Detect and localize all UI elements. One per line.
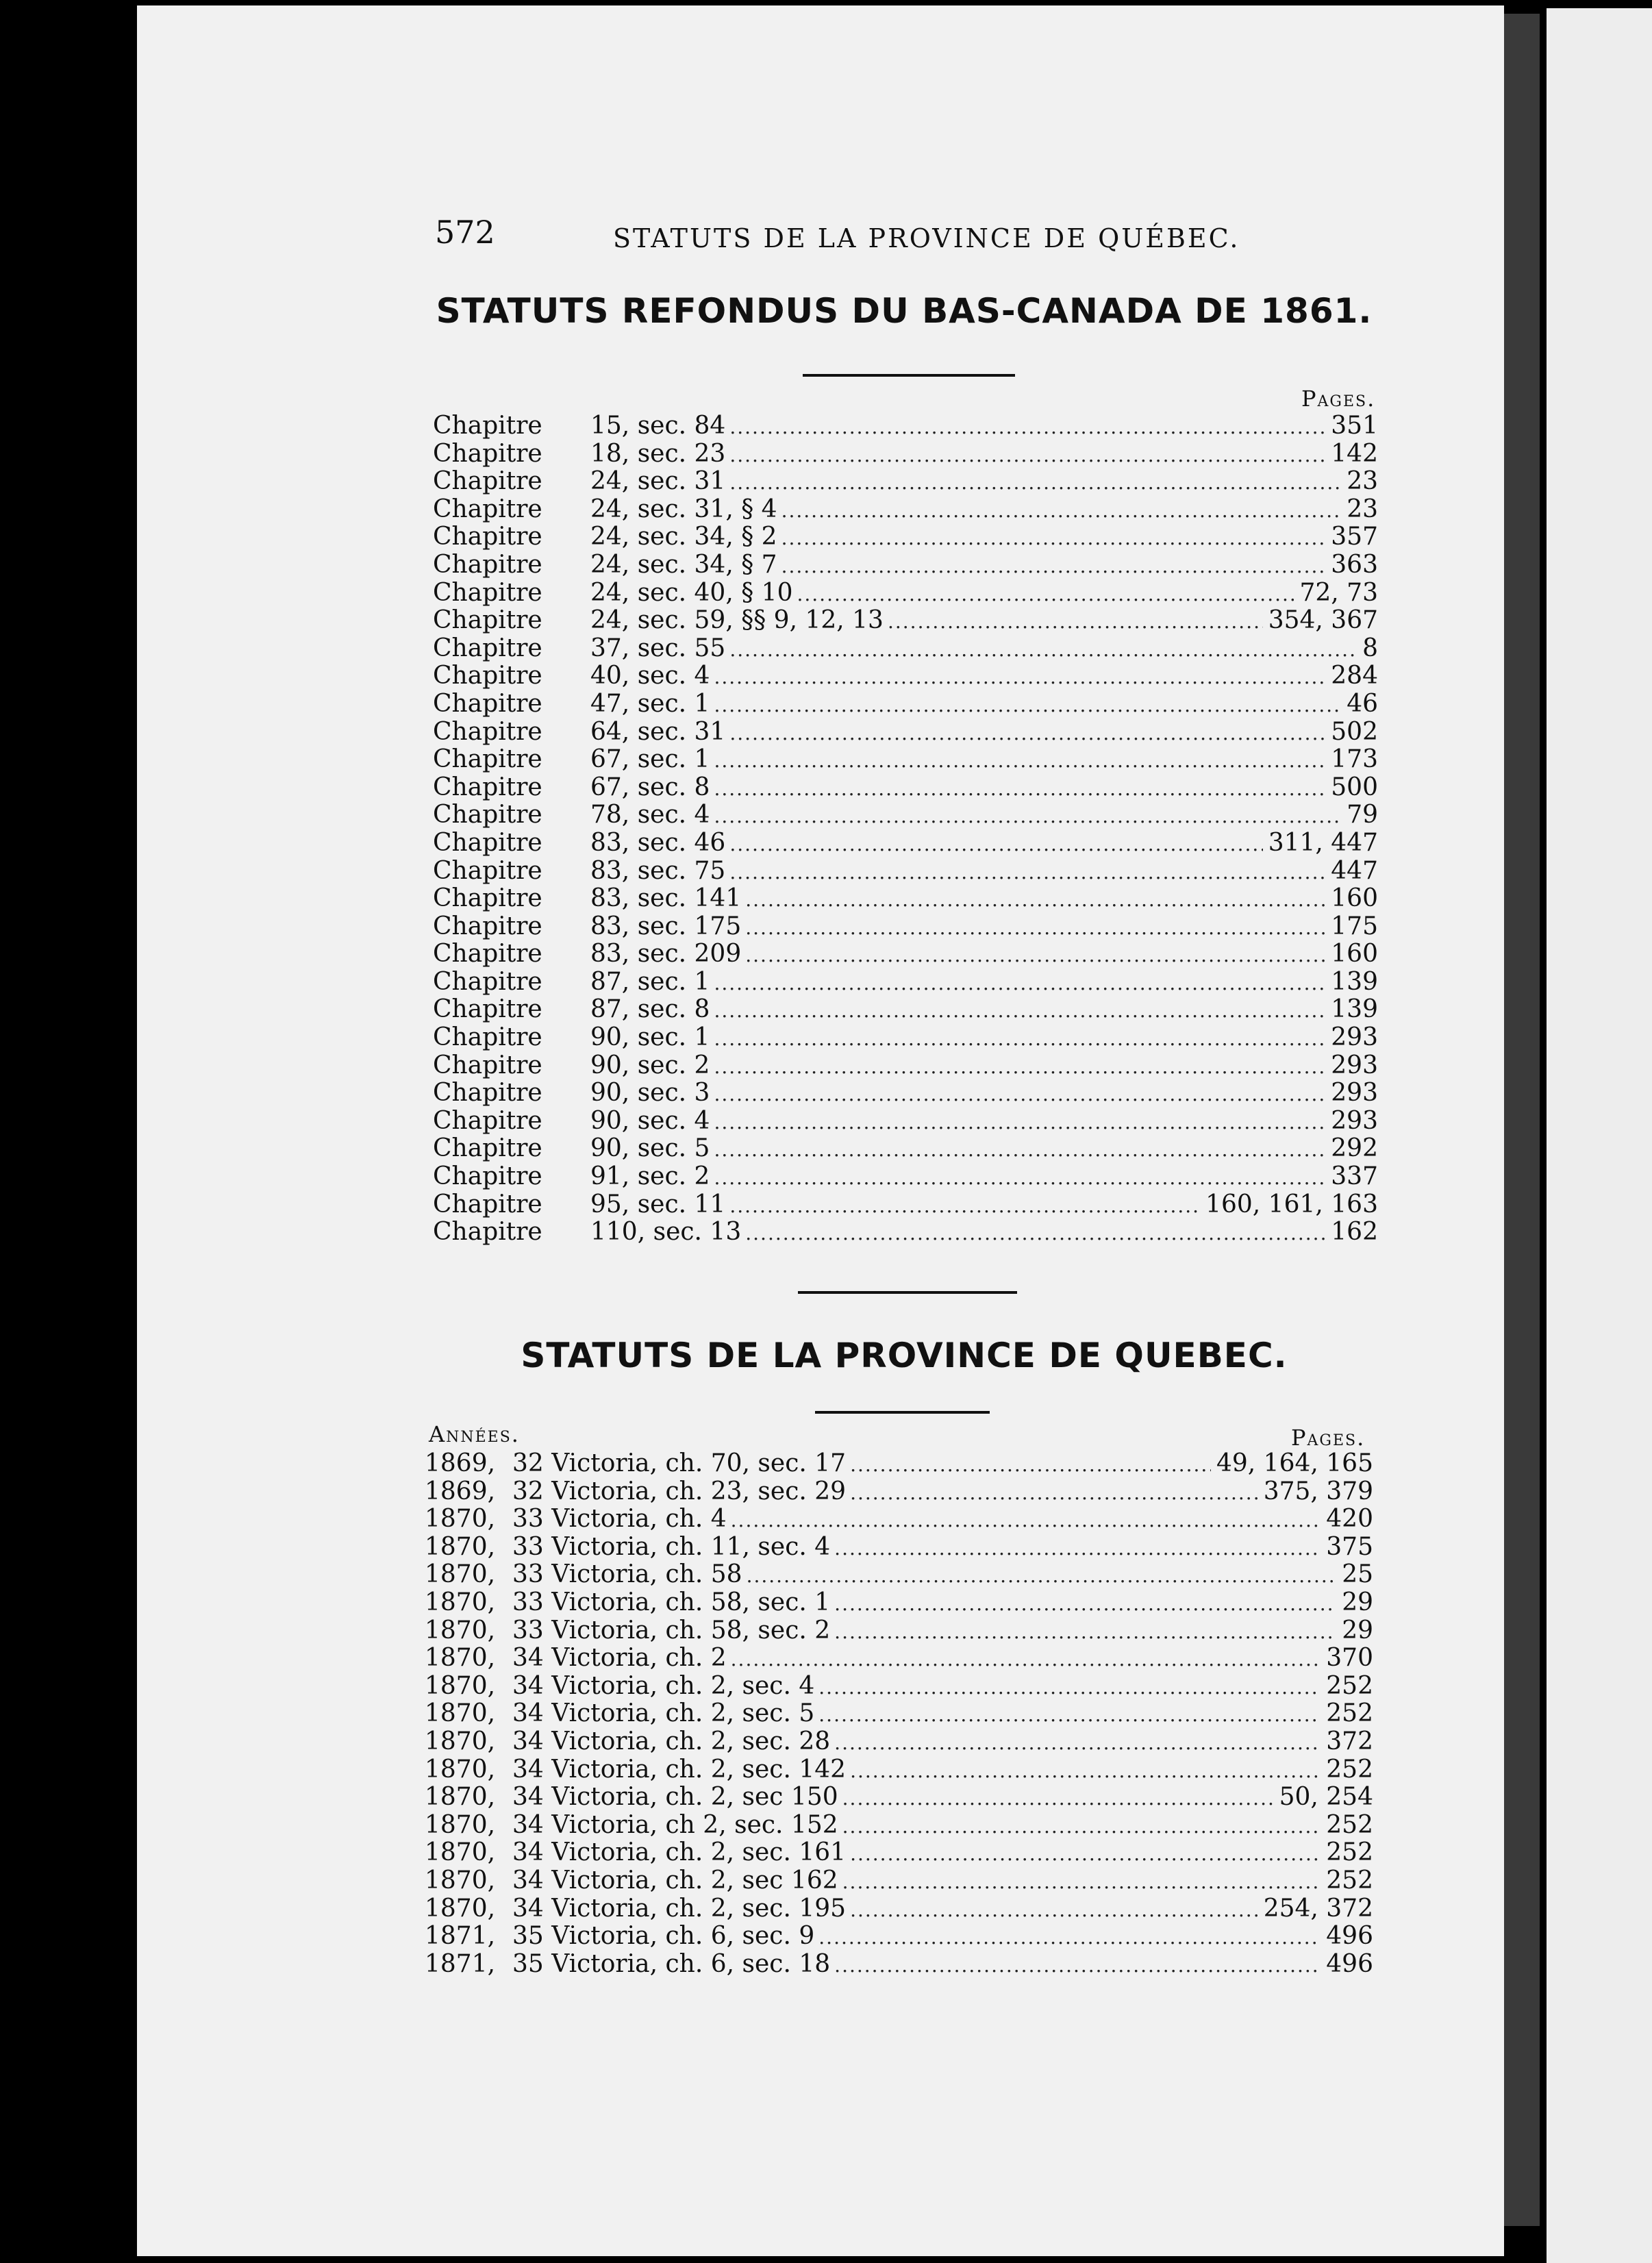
row-pages: 8 bbox=[1362, 634, 1378, 662]
section2-pages-label: Pages. bbox=[1291, 1425, 1366, 1451]
table-row bbox=[425, 1505, 1373, 1534]
table-row bbox=[425, 1784, 1373, 1812]
row-reference: 78, sec. 4 bbox=[590, 801, 710, 829]
dot-leader bbox=[714, 1053, 1325, 1082]
table-row bbox=[433, 607, 1378, 635]
row-pages: 292 bbox=[1331, 1134, 1378, 1163]
table-row bbox=[433, 1135, 1378, 1163]
row-label: Chapitre bbox=[433, 1190, 542, 1218]
dot-leader bbox=[818, 1924, 1321, 1952]
row-pages: 252 bbox=[1326, 1866, 1373, 1895]
row-label: Chapitre bbox=[433, 995, 542, 1024]
running-title: STATUTS DE LA PROVINCE DE QUÉBEC. bbox=[613, 223, 1240, 253]
row-pages: 502 bbox=[1331, 717, 1378, 746]
table-row bbox=[425, 1617, 1373, 1645]
row-label: Chapitre bbox=[433, 1218, 542, 1247]
row-label: Chapitre bbox=[433, 967, 542, 996]
row-reference: 110, sec. 13 bbox=[590, 1218, 742, 1247]
dot-leader bbox=[834, 1590, 1336, 1618]
row-reference: 87, sec. 1 bbox=[590, 967, 710, 996]
row-label: Chapitre bbox=[433, 495, 542, 523]
row-label: Chapitre bbox=[433, 1079, 542, 1108]
dot-leader bbox=[850, 1897, 1258, 1925]
table-row bbox=[425, 1478, 1373, 1506]
row-reference: 95, sec. 11 bbox=[590, 1190, 726, 1218]
row-pages: 160 bbox=[1331, 884, 1378, 913]
dot-leader bbox=[781, 525, 1326, 553]
row-label: Chapitre bbox=[433, 828, 542, 857]
row-label: Chapitre bbox=[433, 745, 542, 774]
row-label: Chapitre bbox=[433, 550, 542, 579]
row-pages: 354, 367 bbox=[1268, 606, 1378, 635]
row-reference: 91, sec. 2 bbox=[590, 1162, 710, 1191]
row-label: Chapitre bbox=[433, 1051, 542, 1079]
row-year: 1870, bbox=[425, 1727, 496, 1755]
row-reference: 34 Victoria, ch. 2, sec. 28 bbox=[512, 1727, 831, 1755]
section-divider-rule bbox=[798, 1291, 1017, 1294]
row-pages: 293 bbox=[1331, 1079, 1378, 1108]
table-row bbox=[433, 579, 1378, 608]
row-pages: 29 bbox=[1342, 1616, 1373, 1645]
row-reference: 90, sec. 1 bbox=[590, 1023, 710, 1052]
row-reference: 33 Victoria, ch. 11, sec. 4 bbox=[512, 1532, 831, 1561]
row-label: Chapitre bbox=[433, 1106, 542, 1135]
table-row bbox=[425, 1839, 1373, 1867]
row-year: 1870, bbox=[425, 1866, 496, 1895]
row-pages: 139 bbox=[1331, 995, 1378, 1024]
section2-years-label: Années. bbox=[429, 1421, 520, 1447]
row-pages: 496 bbox=[1326, 1922, 1373, 1951]
row-pages: 375, 379 bbox=[1263, 1477, 1373, 1505]
row-reference: 34 Victoria, ch. 2 bbox=[512, 1644, 727, 1673]
row-year: 1870, bbox=[425, 1588, 496, 1616]
dot-leader bbox=[842, 1813, 1321, 1841]
dot-leader bbox=[731, 1646, 1321, 1674]
row-reference: 33 Victoria, ch. 58, sec. 1 bbox=[512, 1588, 831, 1616]
table-row bbox=[425, 1728, 1373, 1756]
table-row bbox=[425, 1450, 1373, 1478]
row-reference: 67, sec. 8 bbox=[590, 773, 710, 801]
row-label: Chapitre bbox=[433, 1134, 542, 1163]
dot-leader bbox=[850, 1479, 1258, 1508]
dot-leader bbox=[714, 1136, 1325, 1164]
dot-leader bbox=[818, 1701, 1321, 1729]
row-reference: 87, sec. 8 bbox=[590, 995, 710, 1024]
table-row bbox=[433, 1218, 1378, 1247]
row-label: Chapitre bbox=[433, 912, 542, 940]
table-row bbox=[433, 1052, 1378, 1080]
table-row bbox=[425, 1561, 1373, 1589]
page-number: 572 bbox=[435, 214, 495, 251]
row-pages: 23 bbox=[1347, 495, 1378, 523]
row-year: 1871, bbox=[425, 1949, 496, 1978]
row-label: Chapitre bbox=[433, 523, 542, 551]
table-row bbox=[433, 635, 1378, 663]
row-label: Chapitre bbox=[433, 856, 542, 885]
row-reference: 83, sec. 141 bbox=[590, 884, 742, 913]
row-reference: 90, sec. 4 bbox=[590, 1106, 710, 1135]
dot-leader bbox=[714, 970, 1325, 998]
row-year: 1870, bbox=[425, 1838, 496, 1867]
row-reference: 34 Victoria, ch. 2, sec. 4 bbox=[512, 1671, 815, 1700]
row-pages: 252 bbox=[1326, 1699, 1373, 1728]
dot-leader bbox=[714, 1164, 1325, 1192]
table-row bbox=[433, 968, 1378, 997]
row-label: Chapitre bbox=[433, 1162, 542, 1191]
row-year: 1870, bbox=[425, 1810, 496, 1839]
table-row bbox=[433, 913, 1378, 941]
row-year: 1870, bbox=[425, 1699, 496, 1728]
row-year: 1870, bbox=[425, 1505, 496, 1534]
row-reference: 34 Victoria, ch. 2, sec 150 bbox=[512, 1783, 838, 1812]
row-reference: 24, sec. 34, § 2 bbox=[590, 523, 777, 551]
table-row bbox=[433, 829, 1378, 858]
table-row bbox=[425, 1673, 1373, 1701]
row-reference: 24, sec. 34, § 7 bbox=[590, 550, 777, 579]
row-label: Chapitre bbox=[433, 717, 542, 746]
dot-leader bbox=[818, 1674, 1321, 1702]
row-year: 1871, bbox=[425, 1922, 496, 1951]
row-pages: 357 bbox=[1331, 523, 1378, 551]
row-reference: 33 Victoria, ch. 4 bbox=[512, 1505, 727, 1534]
row-pages: 447 bbox=[1331, 856, 1378, 885]
dot-leader bbox=[850, 1840, 1321, 1868]
row-year: 1870, bbox=[425, 1532, 496, 1561]
dot-leader bbox=[714, 775, 1325, 803]
row-pages: 351 bbox=[1331, 412, 1378, 440]
table-row bbox=[425, 1895, 1373, 1923]
dot-leader bbox=[781, 497, 1342, 525]
dot-leader bbox=[714, 803, 1341, 831]
row-reference: 90, sec. 3 bbox=[590, 1079, 710, 1108]
row-pages: 370 bbox=[1326, 1644, 1373, 1673]
row-reference: 37, sec. 55 bbox=[590, 634, 726, 662]
dot-leader bbox=[745, 1220, 1325, 1248]
row-pages: 293 bbox=[1331, 1051, 1378, 1079]
row-pages: 29 bbox=[1342, 1588, 1373, 1616]
dot-leader bbox=[842, 1785, 1274, 1813]
row-pages: 284 bbox=[1331, 662, 1378, 690]
row-label: Chapitre bbox=[433, 578, 542, 607]
row-pages: 375 bbox=[1326, 1532, 1373, 1561]
table-row bbox=[433, 774, 1378, 802]
dot-leader bbox=[714, 1081, 1325, 1109]
row-reference: 47, sec. 1 bbox=[590, 689, 710, 718]
dot-leader bbox=[850, 1451, 1211, 1479]
dot-leader bbox=[729, 720, 1325, 748]
dot-leader bbox=[745, 914, 1325, 942]
dot-leader bbox=[729, 1192, 1200, 1221]
row-pages: 160, 161, 163 bbox=[1205, 1190, 1378, 1218]
dot-leader bbox=[747, 1562, 1337, 1590]
row-reference: 33 Victoria, ch. 58 bbox=[512, 1560, 742, 1589]
table-row bbox=[425, 1951, 1373, 1979]
row-reference: 32 Victoria, ch. 70, sec. 17 bbox=[512, 1449, 847, 1477]
row-pages: 293 bbox=[1331, 1106, 1378, 1135]
dot-leader bbox=[745, 886, 1325, 914]
dot-leader bbox=[729, 859, 1325, 887]
row-year: 1870, bbox=[425, 1560, 496, 1589]
row-pages: 420 bbox=[1326, 1505, 1373, 1534]
section1-list bbox=[433, 412, 1378, 1247]
row-year: 1870, bbox=[425, 1783, 496, 1812]
row-pages: 252 bbox=[1326, 1671, 1373, 1700]
row-reference: 32 Victoria, ch. 23, sec. 29 bbox=[512, 1477, 847, 1505]
row-reference: 24, sec. 59, §§ 9, 12, 13 bbox=[590, 606, 884, 635]
row-pages: 252 bbox=[1326, 1810, 1373, 1839]
row-year: 1870, bbox=[425, 1671, 496, 1700]
table-row bbox=[433, 1024, 1378, 1052]
row-reference: 34 Victoria, ch 2, sec. 152 bbox=[512, 1810, 838, 1839]
table-row bbox=[433, 662, 1378, 690]
table-row bbox=[433, 523, 1378, 551]
row-label: Chapitre bbox=[433, 773, 542, 801]
table-row bbox=[425, 1645, 1373, 1673]
page-gutter-shadow bbox=[1504, 14, 1540, 2226]
table-row bbox=[433, 551, 1378, 579]
row-year: 1869, bbox=[425, 1477, 496, 1505]
row-label: Chapitre bbox=[433, 662, 542, 690]
row-pages: 46 bbox=[1347, 689, 1378, 718]
dot-leader bbox=[834, 1952, 1321, 1980]
table-row bbox=[433, 801, 1378, 829]
row-year: 1870, bbox=[425, 1894, 496, 1923]
row-pages: 23 bbox=[1347, 467, 1378, 496]
table-row bbox=[433, 1163, 1378, 1191]
row-label: Chapitre bbox=[433, 412, 542, 440]
row-pages: 160 bbox=[1331, 940, 1378, 968]
dot-leader bbox=[842, 1868, 1321, 1897]
table-row bbox=[433, 468, 1378, 496]
row-label: Chapitre bbox=[433, 1023, 542, 1052]
table-row bbox=[433, 440, 1378, 468]
table-row bbox=[425, 1589, 1373, 1617]
row-reference: 24, sec. 31 bbox=[590, 467, 726, 496]
row-reference: 24, sec. 31, § 4 bbox=[590, 495, 777, 523]
row-pages: 293 bbox=[1331, 1023, 1378, 1052]
row-year: 1870, bbox=[425, 1644, 496, 1673]
row-reference: 34 Victoria, ch. 2, sec. 161 bbox=[512, 1838, 847, 1867]
row-reference: 24, sec. 40, § 10 bbox=[590, 578, 793, 607]
dot-leader bbox=[781, 553, 1326, 581]
row-label: Chapitre bbox=[433, 439, 542, 468]
dot-leader bbox=[888, 608, 1263, 636]
table-row bbox=[433, 858, 1378, 886]
row-label: Chapitre bbox=[433, 884, 542, 913]
table-row bbox=[433, 1079, 1378, 1108]
row-reference: 34 Victoria, ch. 2, sec. 5 bbox=[512, 1699, 815, 1728]
row-reference: 34 Victoria, ch. 2, sec. 195 bbox=[512, 1894, 847, 1923]
row-pages: 363 bbox=[1331, 550, 1378, 579]
row-pages: 50, 254 bbox=[1279, 1783, 1373, 1812]
row-label: Chapitre bbox=[433, 689, 542, 718]
row-year: 1869, bbox=[425, 1449, 496, 1477]
dot-leader bbox=[729, 414, 1325, 442]
row-pages: 162 bbox=[1331, 1218, 1378, 1247]
table-row bbox=[425, 1534, 1373, 1562]
table-row bbox=[425, 1700, 1373, 1728]
row-pages: 175 bbox=[1331, 912, 1378, 940]
section2-rule bbox=[815, 1411, 990, 1414]
table-row bbox=[425, 1812, 1373, 1840]
row-reference: 33 Victoria, ch. 58, sec. 2 bbox=[512, 1616, 831, 1645]
dot-leader bbox=[714, 997, 1325, 1025]
dot-leader bbox=[745, 942, 1325, 970]
table-row bbox=[433, 885, 1378, 913]
table-row bbox=[433, 718, 1378, 747]
section1-title: STATUTS REFONDUS DU BAS-CANADA DE 1861. bbox=[436, 291, 1373, 331]
row-pages: 500 bbox=[1331, 773, 1378, 801]
row-pages: 25 bbox=[1342, 1560, 1373, 1589]
dot-leader bbox=[714, 747, 1325, 775]
table-row bbox=[433, 496, 1378, 524]
row-reference: 83, sec. 75 bbox=[590, 856, 726, 885]
table-row bbox=[433, 746, 1378, 774]
row-pages: 252 bbox=[1326, 1755, 1373, 1784]
table-row bbox=[433, 940, 1378, 968]
row-pages: 252 bbox=[1326, 1838, 1373, 1867]
row-reference: 90, sec. 2 bbox=[590, 1051, 710, 1079]
table-row bbox=[433, 412, 1378, 440]
row-label: Chapitre bbox=[433, 801, 542, 829]
row-pages: 139 bbox=[1331, 967, 1378, 996]
adjacent-page-edge bbox=[1547, 8, 1652, 2263]
table-row bbox=[433, 1108, 1378, 1136]
row-year: 1870, bbox=[425, 1755, 496, 1784]
dot-leader bbox=[714, 1025, 1325, 1053]
row-reference: 34 Victoria, ch. 2, sec 162 bbox=[512, 1866, 838, 1895]
row-reference: 35 Victoria, ch. 6, sec. 18 bbox=[512, 1949, 831, 1978]
section1-rule bbox=[803, 374, 1015, 377]
section1-pages-label: Pages. bbox=[1301, 386, 1376, 412]
row-pages: 79 bbox=[1347, 801, 1378, 829]
row-pages: 72, 73 bbox=[1299, 578, 1378, 607]
row-reference: 40, sec. 4 bbox=[590, 662, 710, 690]
row-reference: 15, sec. 84 bbox=[590, 412, 726, 440]
dot-leader bbox=[797, 581, 1294, 609]
dot-leader bbox=[850, 1758, 1321, 1786]
table-row bbox=[433, 1191, 1378, 1219]
row-pages: 496 bbox=[1326, 1949, 1373, 1978]
dot-leader bbox=[834, 1729, 1321, 1758]
dot-leader bbox=[731, 1507, 1321, 1535]
row-reference: 34 Victoria, ch. 2, sec. 142 bbox=[512, 1755, 847, 1784]
row-reference: 35 Victoria, ch. 6, sec. 9 bbox=[512, 1922, 815, 1951]
table-row bbox=[433, 690, 1378, 718]
row-pages: 254, 372 bbox=[1263, 1894, 1373, 1923]
row-pages: 49, 164, 165 bbox=[1216, 1449, 1373, 1477]
row-reference: 83, sec. 46 bbox=[590, 828, 726, 857]
dot-leader bbox=[714, 1109, 1325, 1137]
row-pages: 173 bbox=[1331, 745, 1378, 774]
table-row bbox=[425, 1867, 1373, 1895]
table-row bbox=[425, 1756, 1373, 1784]
row-reference: 64, sec. 31 bbox=[590, 717, 726, 746]
dot-leader bbox=[714, 664, 1325, 692]
dot-leader bbox=[729, 636, 1357, 664]
section2-list bbox=[425, 1450, 1373, 1978]
row-pages: 311, 447 bbox=[1268, 828, 1378, 857]
row-reference: 83, sec. 175 bbox=[590, 912, 742, 940]
row-label: Chapitre bbox=[433, 940, 542, 968]
row-reference: 90, sec. 5 bbox=[590, 1134, 710, 1163]
row-reference: 18, sec. 23 bbox=[590, 439, 726, 468]
dot-leader bbox=[714, 692, 1341, 720]
row-pages: 142 bbox=[1331, 439, 1378, 468]
row-pages: 337 bbox=[1331, 1162, 1378, 1191]
section2-title: STATUTS DE LA PROVINCE DE QUEBEC. bbox=[521, 1336, 1288, 1375]
row-reference: 83, sec. 209 bbox=[590, 940, 742, 968]
dot-leader bbox=[729, 831, 1262, 859]
row-label: Chapitre bbox=[433, 606, 542, 635]
row-year: 1870, bbox=[425, 1616, 496, 1645]
row-label: Chapitre bbox=[433, 467, 542, 496]
dot-leader bbox=[834, 1535, 1321, 1563]
row-pages: 372 bbox=[1326, 1727, 1373, 1755]
table-row bbox=[425, 1923, 1373, 1951]
row-reference: 67, sec. 1 bbox=[590, 745, 710, 774]
dot-leader bbox=[729, 442, 1325, 470]
dot-leader bbox=[729, 469, 1341, 497]
row-label: Chapitre bbox=[433, 634, 542, 662]
table-row bbox=[433, 996, 1378, 1024]
dot-leader bbox=[834, 1618, 1336, 1647]
